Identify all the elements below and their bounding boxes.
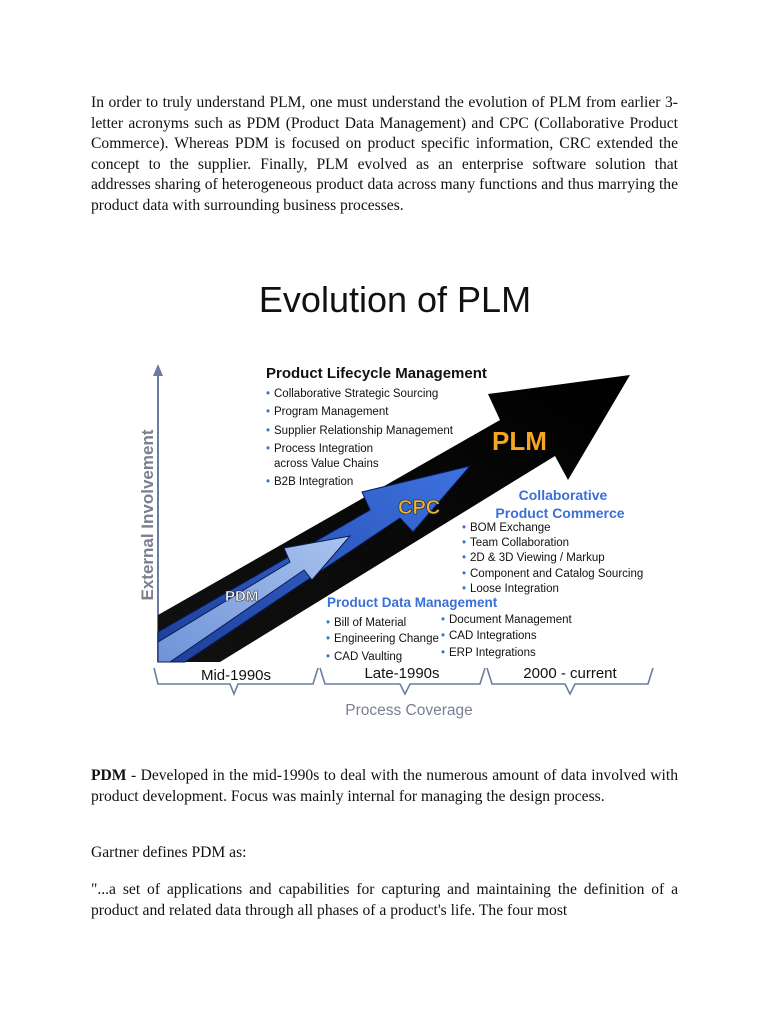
pdm-paragraph [91, 766, 678, 807]
cpc-item-bullet: • [462, 583, 467, 595]
period-label: Mid-1990s [200, 667, 272, 684]
plm-item: across Value Chains [274, 458, 379, 470]
pdm-heading: Product Data Management [327, 595, 498, 610]
plm-item-bullet: • [266, 388, 271, 400]
cpc-item-bullet: • [462, 522, 467, 534]
pdm-items [326, 614, 573, 663]
cpc-item-bullet: • [462, 552, 467, 564]
cpc-heading-line1: Collaborative [518, 487, 608, 503]
plm-item: Program Management [274, 406, 389, 418]
plm-item-bullet: • [266, 476, 271, 488]
y-axis-label: External Involvement [138, 429, 157, 601]
gartner-paragraph: Gartner defines PDM as: [91, 844, 247, 861]
pdm-term: PDM [91, 767, 127, 784]
pdm-item-bullet: • [326, 651, 331, 663]
pdm-item-bullet: • [441, 630, 446, 642]
plm-arrow-label: PLM [492, 426, 547, 456]
cpc-item: BOM Exchange [470, 522, 551, 534]
plm-item-bullet: • [266, 406, 271, 418]
pdm-item: Document Management [449, 614, 572, 626]
period-label: Late-1990s [364, 665, 440, 682]
pdm-item: Engineering Change [334, 633, 439, 645]
cpc-item-bullet: • [462, 537, 467, 549]
quote-paragraph: "...a set of applications and capabilities for capturing and maintaining the definition of a product and related data through all phases of a product's life. The four most [91, 881, 678, 919]
plm-item-bullet: • [266, 425, 271, 437]
cpc-item: Component and Catalog Sourcing [470, 568, 644, 580]
figure-title: Evolution of PLM [258, 279, 532, 320]
intro-paragraph: In order to truly understand PLM, one must understand the evolution of PLM from earlier 3-letter acronyms such as PDM (Product Data Management) and CPC (Collaborative Product Commerce). Whereas PDM is focused on product specific information, CRC extended the concept to the supplier. Finally, PLM evolved as an enterprise software solution that addresses sharing of heterogeneous product data across many functions and thus marrying the product data with surrounding business processes. [91, 94, 678, 214]
plm-item-bullet: • [266, 443, 271, 455]
cpc-arrow-label: CPC [398, 497, 441, 519]
cpc-item: Team Collaboration [470, 537, 570, 549]
cpc-item-bullet: • [462, 568, 467, 580]
cpc-heading-line2: Product Commerce [495, 505, 625, 521]
pdm-arrow-label: PDM [225, 588, 259, 605]
plm-item: Process Integration [274, 443, 374, 455]
pdm-item-bullet: • [441, 614, 446, 626]
pdm-item-bullet: • [326, 617, 331, 629]
plm-item: Supplier Relationship Management [274, 425, 453, 437]
pdm-item: CAD Vaulting [334, 651, 403, 663]
pdm-item: Bill of Material [334, 617, 407, 629]
y-axis-arrowhead [153, 364, 163, 376]
x-axis-label: Process Coverage [345, 702, 473, 719]
evolution-of-plm-diagram [130, 270, 670, 730]
cpc-item: Loose Integration [470, 583, 559, 595]
period-label: 2000 - current [523, 665, 617, 682]
pdm-item-bullet: • [326, 633, 331, 645]
pdm-description: - Developed in the mid-1990s to deal with the numerous amount of data involved with product development. Focus was mainly internal for managing the design process. [91, 767, 678, 805]
plm-heading: Product Lifecycle Management [266, 365, 487, 382]
cpc-items [462, 522, 643, 595]
pdm-item-bullet: • [441, 647, 446, 659]
plm-item: Collaborative Strategic Sourcing [274, 388, 439, 400]
plm-item: B2B Integration [274, 476, 354, 488]
pdm-item: CAD Integrations [449, 630, 537, 642]
cpc-item: 2D & 3D Viewing / Markup [470, 552, 605, 564]
pdm-item: ERP Integrations [449, 647, 536, 659]
